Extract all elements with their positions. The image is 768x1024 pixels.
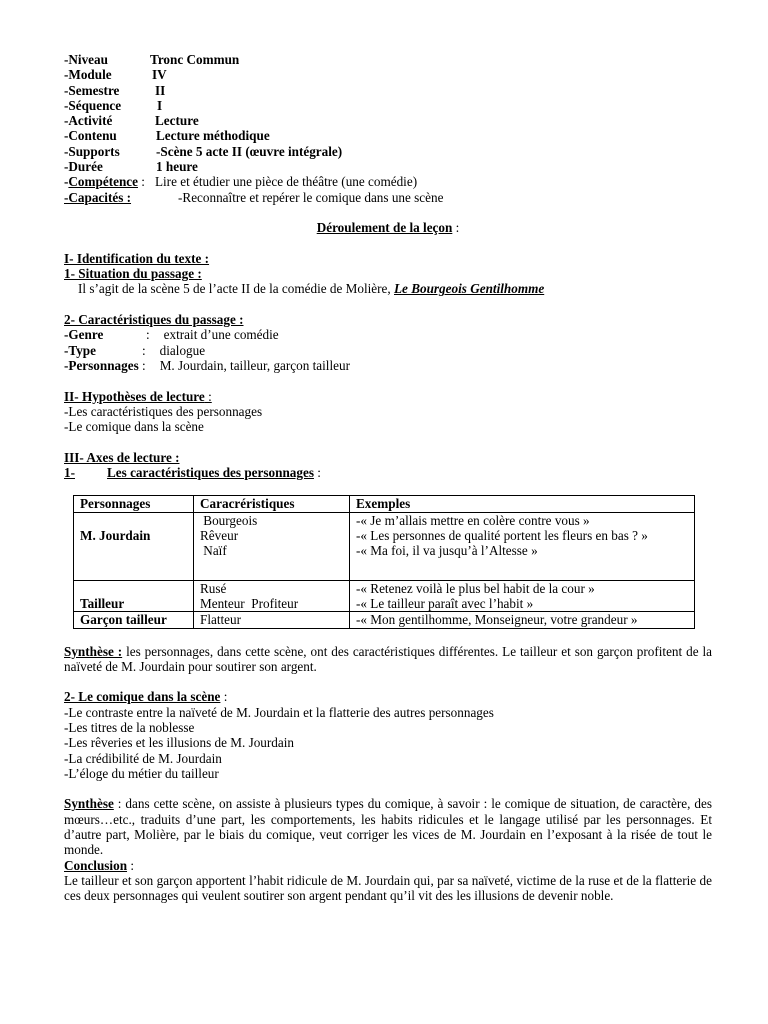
meta-row: -Semestre II <box>64 82 166 98</box>
capacites-label: -Capacités : <box>64 189 132 205</box>
comique-line: -La crédibilité de M. Jourdain <box>64 750 222 766</box>
comique-line: -Les titres de la noblesse <box>64 719 195 735</box>
table-header-cell: Exemples <box>350 496 695 512</box>
table-cell-name: Tailleur <box>74 580 194 612</box>
meta-row: -Supports -Scène 5 acte II (œuvre intégrale) <box>64 143 343 159</box>
conclusion-paragraph: Le tailleur et son garçon apportent l’habit ridicule de M. Jourdain qui, par sa naïveté, victime de la ruse et de la flatterie de ces deux personnages qui veulent soutirer son argent pendant qu’il vit des les illusions de devenir noble. <box>64 872 712 904</box>
competence-value: Lire et étudier une pièce de théâtre (une comédie) <box>154 174 418 190</box>
meta-block <box>64 52 712 205</box>
synthese1-paragraph: Synthèse : les personnages, dans cette scène, ont des caractéristiques différentes. Le tailleur et son garçon profitent de la naïveté de M. Jourdain pour soutirer son argent. <box>64 643 713 674</box>
axis2-title: 2- Le comique dans la scène : <box>64 689 228 705</box>
personnages-row: -Personnages : M. Jourdain, tailleur, garçon tailleur <box>64 357 350 373</box>
document-page <box>64 52 712 904</box>
type-row: -Type : dialogue <box>64 342 206 358</box>
table-cell-traits: Flatteur <box>194 612 350 628</box>
table-cell-traits: Rusé Menteur Profiteur <box>194 580 350 612</box>
situation-title: 1- Situation du passage : <box>64 266 202 282</box>
situation-text: Il s’agit de la scène 5 de l’acte II de la comédie de Molière, Le Bourgeois Gentilhomme <box>78 281 545 297</box>
section2-title: II- Hypothèses de lecture : <box>64 388 212 404</box>
meta-row: -Niveau Tronc Commun <box>64 52 240 67</box>
comique-line: -Les rêveries et les illusions de M. Jourdain <box>64 735 294 751</box>
meta-row: -Activité Lecture <box>64 113 199 129</box>
meta-row: -Séquence I <box>64 97 163 113</box>
capacites-row <box>64 190 712 205</box>
genre-row: -Genre : extrait d’une comédie <box>64 327 279 343</box>
caracteristiques-title: 2- Caractéristiques du passage : <box>64 312 244 328</box>
table-header-cell: Caracréristiques <box>194 496 350 512</box>
meta-row: -Durée 1 heure <box>64 159 198 175</box>
meta-row: -Module IV <box>64 67 167 83</box>
axis1-title: 1- Les caractéristiques des personnages : <box>64 465 321 481</box>
comique-line: -L’éloge du métier du tailleur <box>64 765 219 781</box>
table-cell-name: Garçon tailleur <box>74 612 194 628</box>
hypothese-line: -Le comique dans la scène <box>64 419 204 435</box>
table-cell-examples: -« Je m’allais mettre en colère contre vous » -« Les personnes de qualité portent les fleurs en bas ? » -« Ma foi, il va jusqu’à l’Altesse » <box>350 512 695 580</box>
capacites-value: -Reconnaître et repérer le comique dans une scène <box>178 189 444 205</box>
table-header-row <box>74 496 695 512</box>
table-row <box>74 612 695 628</box>
synthese2-paragraph: Synthèse : dans cette scène, on assiste à plusieurs types du comique, à savoir : le comique de situation, de caractère, des mœurs…etc., traduits d’une part, les comportements, les habits ridicules et le langage utilisé par les personnages. Et d’autre part, Molière, par le biais du comique, veut corriger les vices de M. Jourdain en l’exposant à la risée de tout le monde. <box>64 796 712 858</box>
comique-line: -Le contraste entre la naïveté de M. Jourdain et la flatterie des autres personnages <box>64 704 494 720</box>
competence-label: Compétence <box>68 174 138 190</box>
table-cell-examples: -« Retenez voilà le plus bel habit de la cour » -« Le tailleur paraît avec l’habit » <box>350 580 695 612</box>
section3-title: III- Axes de lecture : <box>64 449 180 465</box>
work-title: Le Bourgeois Gentilhomme <box>394 281 545 297</box>
table-row <box>74 512 695 580</box>
table-row <box>74 580 695 612</box>
meta-row: -Contenu Lecture méthodique <box>64 128 270 144</box>
conclusion-heading: Conclusion : <box>64 857 134 873</box>
characters-table <box>73 495 695 628</box>
table-cell-examples: -« Mon gentilhomme, Monseigneur, votre grandeur » <box>350 612 695 628</box>
table-cell-name: M. Jourdain <box>74 512 194 580</box>
section1-title: I- Identification du texte : <box>64 250 210 266</box>
competence-row: -Compétence : Lire et étudier une pièce de théâtre (une comédie) <box>64 174 418 190</box>
table-header-cell: Personnages <box>74 496 194 512</box>
deroulement-heading: Déroulement de la leçon : <box>316 220 460 236</box>
hypothese-line: -Les caractéristiques des personnages <box>64 403 263 419</box>
table-cell-traits: Bourgeois Rêveur Naïf <box>194 512 350 580</box>
